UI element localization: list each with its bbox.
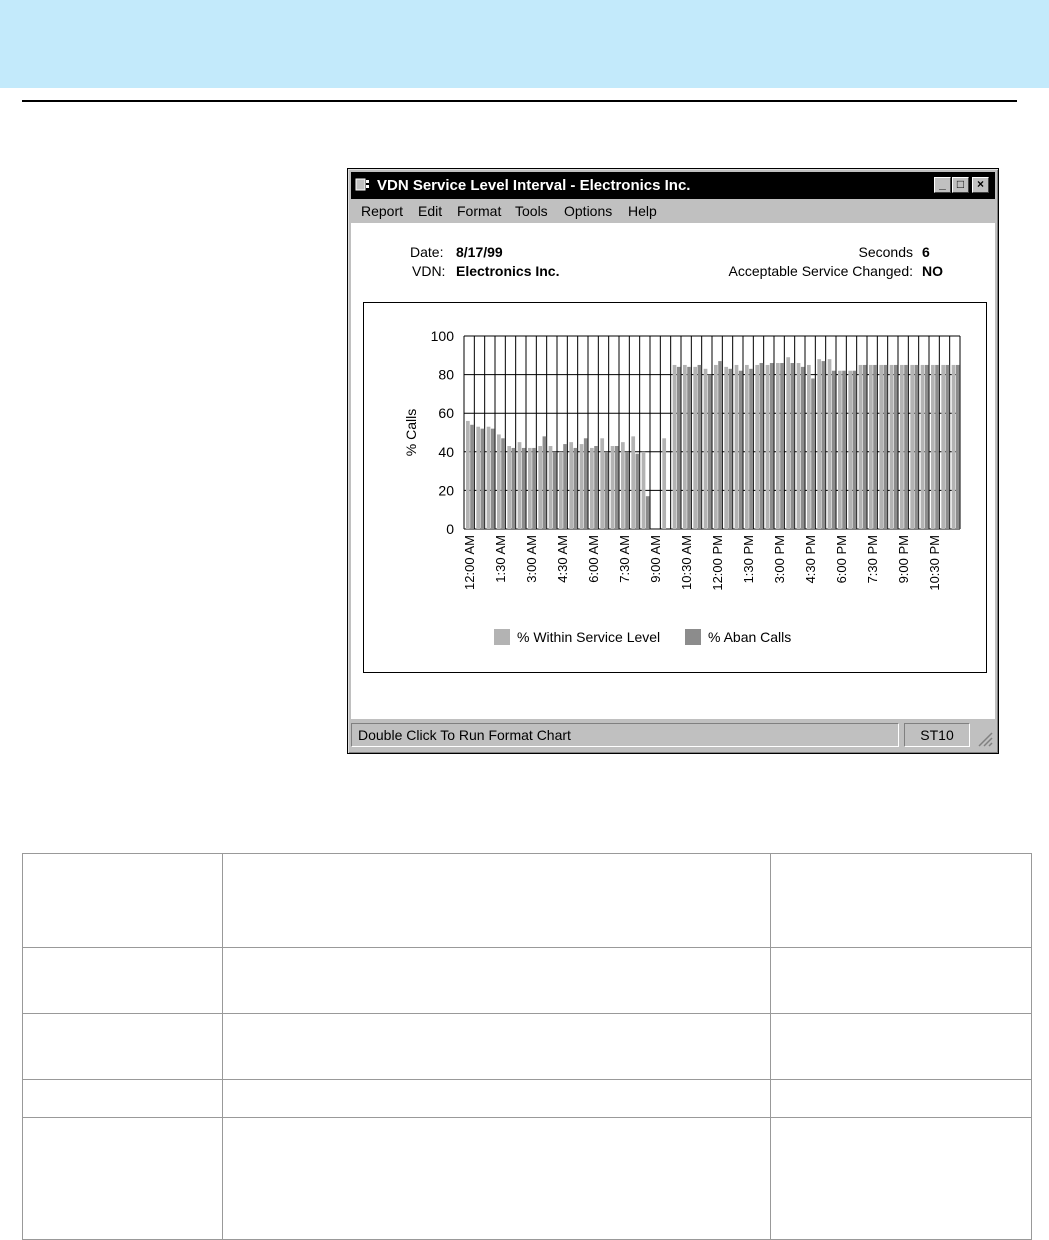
bar bbox=[946, 365, 950, 529]
bar bbox=[677, 367, 681, 529]
bar bbox=[853, 371, 857, 529]
bar bbox=[569, 442, 573, 529]
bar bbox=[915, 365, 919, 529]
seconds-label: Seconds bbox=[858, 244, 913, 260]
x-tick-label: 6:00 PM bbox=[834, 535, 850, 584]
table-row bbox=[23, 854, 1032, 948]
x-tick-label: 9:00 AM bbox=[648, 535, 664, 583]
bar bbox=[786, 357, 790, 529]
menu-format[interactable]: Format bbox=[457, 203, 502, 219]
bar bbox=[900, 365, 904, 529]
bar bbox=[718, 361, 722, 529]
x-tick-label: 3:00 AM bbox=[524, 535, 540, 583]
table-cell bbox=[771, 1118, 1032, 1240]
x-tick-label: 7:30 AM bbox=[617, 535, 633, 583]
menu-help[interactable]: Help bbox=[628, 203, 657, 219]
bar bbox=[760, 363, 764, 529]
bar bbox=[822, 361, 826, 529]
legend-swatch bbox=[685, 629, 701, 645]
empty-table bbox=[22, 853, 1032, 1240]
x-tick-label: 4:30 AM bbox=[555, 535, 571, 583]
bar bbox=[549, 446, 553, 529]
y-tick-label: 100 bbox=[430, 328, 454, 344]
bar bbox=[776, 363, 780, 529]
table-row bbox=[23, 948, 1032, 1014]
table-cell bbox=[23, 948, 223, 1014]
bar bbox=[538, 446, 542, 529]
bar bbox=[873, 365, 877, 529]
x-tick-label: 10:30 PM bbox=[927, 535, 943, 591]
table-cell bbox=[771, 948, 1032, 1014]
x-tick-label: 12:00 PM bbox=[710, 535, 726, 591]
acceptable-service-label: Acceptable Service Changed: bbox=[728, 263, 913, 279]
date-value: 8/17/99 bbox=[456, 244, 503, 260]
bar bbox=[528, 448, 532, 529]
table-cell bbox=[223, 854, 771, 948]
x-tick-label: 4:30 PM bbox=[803, 535, 819, 584]
bar bbox=[611, 446, 615, 529]
y-tick-label: 40 bbox=[438, 443, 454, 460]
table-row bbox=[23, 1080, 1032, 1118]
chart-frame[interactable] bbox=[363, 302, 987, 673]
bar bbox=[828, 359, 832, 529]
bar bbox=[935, 365, 939, 529]
bar bbox=[497, 434, 501, 529]
bar bbox=[755, 365, 759, 529]
bar bbox=[584, 438, 588, 529]
bar bbox=[884, 365, 888, 529]
y-tick-label: 80 bbox=[438, 366, 454, 383]
bar bbox=[904, 365, 908, 529]
bar bbox=[642, 452, 646, 529]
x-tick-label: 9:00 PM bbox=[896, 535, 912, 584]
bar bbox=[466, 421, 470, 529]
legend-swatch bbox=[494, 629, 510, 645]
bar bbox=[766, 365, 770, 529]
y-tick-label: 0 bbox=[446, 521, 454, 537]
bar bbox=[879, 365, 883, 529]
table-cell bbox=[23, 1080, 223, 1118]
bar bbox=[636, 454, 640, 529]
bar bbox=[832, 371, 836, 529]
table-cell bbox=[771, 1014, 1032, 1080]
bar bbox=[687, 367, 691, 529]
bar bbox=[625, 452, 629, 529]
bar bbox=[724, 367, 728, 529]
table-cell bbox=[223, 1014, 771, 1080]
resize-grip-icon[interactable] bbox=[975, 729, 993, 747]
bar bbox=[817, 359, 821, 529]
table-cell bbox=[223, 948, 771, 1014]
bar bbox=[646, 496, 650, 529]
bar bbox=[621, 442, 625, 529]
table-cell bbox=[223, 1080, 771, 1118]
x-tick-label: 3:00 PM bbox=[772, 535, 788, 584]
legend-label: % Within Service Level bbox=[517, 629, 661, 645]
bar bbox=[600, 438, 604, 529]
legend-label: % Aban Calls bbox=[708, 629, 792, 645]
bar bbox=[925, 365, 929, 529]
bar bbox=[574, 448, 578, 529]
date-label: Date: bbox=[410, 244, 444, 260]
table-cell bbox=[771, 854, 1032, 948]
bar bbox=[921, 365, 925, 529]
top-band bbox=[0, 0, 1049, 88]
menu-tools[interactable]: Tools bbox=[515, 203, 548, 219]
bar bbox=[811, 378, 815, 529]
bar bbox=[594, 446, 598, 529]
bar bbox=[952, 365, 956, 529]
x-tick-label: 1:30 PM bbox=[741, 535, 757, 584]
close-button[interactable]: × bbox=[972, 177, 989, 193]
bar bbox=[704, 369, 708, 529]
bar bbox=[894, 365, 898, 529]
bar bbox=[714, 365, 718, 529]
bar bbox=[507, 446, 511, 529]
report-client-area bbox=[351, 223, 995, 719]
bar bbox=[838, 371, 842, 529]
bar bbox=[518, 442, 522, 529]
x-tick-label: 12:00 AM bbox=[462, 535, 478, 590]
table-cell bbox=[23, 1014, 223, 1080]
bar bbox=[470, 425, 474, 529]
app-icon bbox=[355, 177, 371, 193]
status-code: ST10 bbox=[904, 723, 970, 747]
bar bbox=[491, 429, 495, 529]
bar bbox=[910, 365, 914, 529]
bar bbox=[683, 365, 687, 529]
bar bbox=[863, 365, 867, 529]
bar bbox=[745, 365, 749, 529]
bar bbox=[848, 371, 852, 529]
bar bbox=[956, 365, 960, 529]
table-cell bbox=[23, 1118, 223, 1240]
vdn-label: VDN: bbox=[412, 263, 446, 279]
bar bbox=[801, 367, 805, 529]
bar bbox=[522, 448, 526, 529]
bar bbox=[590, 448, 594, 529]
bar bbox=[501, 438, 505, 529]
bar bbox=[859, 365, 863, 529]
menu-report[interactable]: Report bbox=[361, 203, 404, 219]
y-tick-label: 20 bbox=[438, 482, 454, 499]
bar bbox=[735, 365, 739, 529]
bar bbox=[481, 429, 485, 529]
bar bbox=[563, 444, 567, 529]
status-message: Double Click To Run Format Chart bbox=[351, 723, 899, 747]
table-cell bbox=[23, 854, 223, 948]
bar bbox=[791, 363, 795, 529]
bar bbox=[487, 427, 491, 529]
bar bbox=[807, 365, 811, 529]
acceptable-service-value: NO bbox=[922, 263, 943, 279]
bar bbox=[512, 448, 516, 529]
bar bbox=[869, 365, 873, 529]
bar bbox=[931, 365, 935, 529]
bar bbox=[532, 448, 536, 529]
table-row bbox=[23, 1118, 1032, 1240]
bar bbox=[770, 363, 774, 529]
service-level-chart bbox=[364, 303, 986, 672]
maximize-button[interactable]: □ bbox=[952, 177, 969, 193]
menu-bar bbox=[351, 200, 995, 222]
bar bbox=[780, 363, 784, 529]
bar bbox=[797, 363, 801, 529]
x-tick-label: 7:30 PM bbox=[865, 535, 881, 584]
minimize-button[interactable]: _ bbox=[934, 177, 951, 193]
x-tick-label: 1:30 AM bbox=[493, 535, 509, 583]
bar bbox=[662, 438, 666, 529]
vdn-value: Electronics Inc. bbox=[456, 263, 560, 279]
x-tick-label: 6:00 AM bbox=[586, 535, 602, 583]
bar bbox=[941, 365, 945, 529]
bar bbox=[749, 369, 753, 529]
bar bbox=[729, 369, 733, 529]
bar bbox=[698, 365, 702, 529]
bar bbox=[842, 371, 846, 529]
y-tick-label: 60 bbox=[438, 405, 454, 422]
report-window bbox=[347, 168, 999, 754]
menu-options[interactable]: Options bbox=[564, 203, 613, 219]
table-cell bbox=[223, 1118, 771, 1240]
table-cell bbox=[771, 1080, 1032, 1118]
y-axis-label: % Calls bbox=[403, 408, 419, 457]
window-title: VDN Service Level Interval - Electronics Inc. bbox=[377, 177, 691, 194]
menu-edit[interactable]: Edit bbox=[418, 203, 443, 219]
title-bar[interactable] bbox=[351, 172, 995, 199]
bar bbox=[631, 436, 635, 529]
header-rule bbox=[22, 100, 1017, 102]
bar bbox=[559, 452, 563, 529]
bar bbox=[673, 365, 677, 529]
bar bbox=[615, 446, 619, 529]
bar bbox=[890, 365, 894, 529]
bar bbox=[580, 444, 584, 529]
bar bbox=[543, 436, 547, 529]
seconds-value: 6 bbox=[922, 244, 930, 260]
bar bbox=[476, 427, 480, 529]
bar bbox=[605, 452, 609, 529]
x-tick-label: 10:30 AM bbox=[679, 535, 695, 590]
bar bbox=[693, 367, 697, 529]
table-row bbox=[23, 1014, 1032, 1080]
bar bbox=[739, 371, 743, 529]
status-bar bbox=[351, 721, 995, 749]
bar bbox=[553, 452, 557, 529]
bar bbox=[708, 375, 712, 529]
